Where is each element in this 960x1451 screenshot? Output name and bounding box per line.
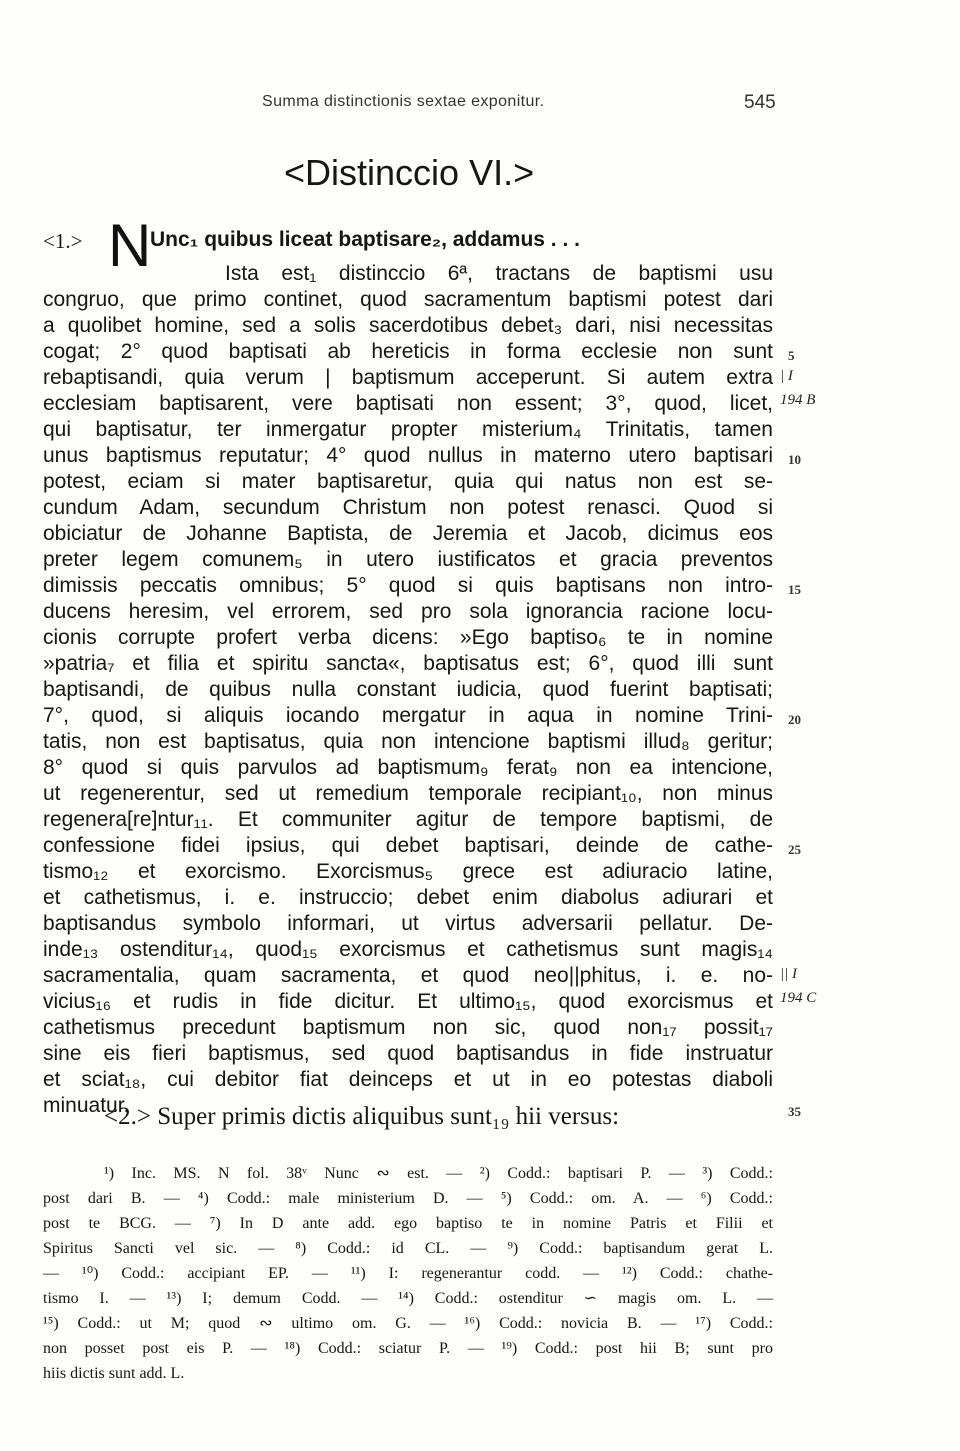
body-line: cogat; 2° quod baptisati ab hereticis in forma ecclesie non sunt bbox=[43, 340, 773, 363]
footnote-line: hiis dictis sunt add. L. bbox=[43, 1365, 185, 1382]
body-line: dimissis peccatis omnibus; 5° quod si quis baptisans non intro- bbox=[43, 574, 773, 597]
section-label-2: <2.> bbox=[104, 1103, 151, 1130]
footnote-line: Spiritus Sancti vel sic. — ⁸) Codd.: id CL. — ⁹) Codd.: baptisandum gerat L. bbox=[43, 1240, 773, 1257]
body-line: preter legem comunem₅ in utero iustificatos et gracia preventos bbox=[43, 548, 773, 571]
body-line: potest, eciam si mater baptisaretur, quia qui natus non est se- bbox=[43, 470, 773, 493]
body-line: baptisandi, de quibus nulla constant iudicia, quod fuerint baptisati; bbox=[43, 678, 773, 701]
body-line: ut regenerentur, sed ut remedium temporale recipiant₁₀, non minus bbox=[43, 782, 773, 805]
line-number: 25 bbox=[788, 842, 801, 857]
running-header-title: Summa distinctionis sextae exponitur. bbox=[262, 93, 545, 110]
body-line: »patria₇ et filia et spiritu sancta«, baptisatus est; 6°, quod illi sunt bbox=[43, 652, 773, 675]
footnote-line: tismo I. — ¹³) I; demum Codd. — ¹⁴) Codd.: ostenditur ∽ magis om. L. — bbox=[43, 1290, 773, 1307]
footnote-line: post dari B. — ⁴) Codd.: male ministerium D. — ⁵) Codd.: om. A. — ⁶) Codd.: bbox=[43, 1190, 773, 1207]
body-line: baptisandus symbolo informari, ut virtus adversarii pellatur. De- bbox=[43, 912, 773, 935]
line-number: 20 bbox=[788, 712, 801, 727]
body-line: vicius₁₆ et rudis in fide dicitur. Et ultimo₁₅, quod exorcismus et bbox=[43, 990, 773, 1013]
body-line: congruo, que primo continet, quod sacramentum baptismi potest dari bbox=[43, 288, 773, 311]
body-line: a quolibet homine, sed a solis sacerdotibus debet₃ dari, nisi necessitas bbox=[43, 314, 773, 337]
line-number: 35 bbox=[788, 1104, 801, 1119]
body-line: qui baptisatur, ter inmergatur propter misterium₄ Trinitatis, tamen bbox=[43, 418, 773, 441]
page-number: 545 bbox=[744, 92, 776, 113]
footnote-line: post te BCG. — ⁷) In D ante add. ego baptiso te in nomine Patris et Filii et bbox=[43, 1215, 773, 1232]
section-2-heading bbox=[104, 1103, 619, 1131]
body-line: et sciat₁₈, cui debitor fiat deinceps et ut in eo potestas diaboli bbox=[43, 1068, 773, 1091]
body-line: Ista est₁ distinccio 6ª, tractans de baptismi usu bbox=[225, 262, 773, 285]
body-line: 7°, quod, si aliquis iocando mergatur in aqua in nomine Trini- bbox=[43, 704, 773, 727]
margin-note: | I bbox=[780, 368, 793, 384]
body-line: minuatur. bbox=[43, 1094, 130, 1117]
chapter-title: <Distinccio VI.> bbox=[284, 152, 535, 193]
body-line: ducens heresim, vel errorem, sed pro sola ignorancia racione locu- bbox=[43, 600, 773, 623]
body-line: sine eis fieri baptismus, sed quod baptisandus in fide instruatur bbox=[43, 1042, 773, 1065]
body-line: cathetismus precedunt baptismum non sic, quod non₁₇ possit₁₇ bbox=[43, 1016, 773, 1039]
margin-note: 194 C bbox=[780, 990, 817, 1006]
line-number: 15 bbox=[788, 582, 801, 597]
footnote-line: non posset post eis P. — ¹⁸) Codd.: sciatur P. — ¹⁹) Codd.: post hii B; sunt pro bbox=[43, 1340, 773, 1357]
body-line: 8° quod si quis parvulos ad baptismum₉ ferat₉ non ea intencione, bbox=[43, 756, 773, 779]
footnote-line: ¹⁵) Codd.: ut M; quod ∾ ultimo om. G. — ¹⁶) Codd.: novicia B. — ¹⁷) Codd.: bbox=[43, 1315, 773, 1332]
line-number: 10 bbox=[788, 452, 801, 467]
footnote-line: — ¹⁰) Codd.: accipiant EP. — ¹¹) I: regenerantur codd. — ¹²) Codd.: chathe- bbox=[43, 1265, 773, 1282]
body-line: confessione fidei ipsius, qui debet baptisari, deinde de cathe- bbox=[43, 834, 773, 857]
body-line: cundum Adam, secundum Christum non potest renasci. Quod si bbox=[43, 496, 773, 519]
drop-cap: N bbox=[108, 212, 152, 279]
body-line: regenera[re]ntur₁₁. Et communiter agitur de tempore baptismi, de bbox=[43, 808, 773, 831]
body-line: tismo₁₂ et exorcismo. Exorcismus₅ grece est adiuracio latine, bbox=[43, 860, 773, 883]
body-line: rebaptisandi, quia verum | baptismum acceperunt. Si autem extra bbox=[43, 366, 773, 389]
body-line: ecclesiam baptisarent, vere baptisati non essent; 3°, quod, licet, bbox=[43, 392, 773, 415]
body-line: tatis, non est baptisatus, quia non intencione baptismi illud₈ geritur; bbox=[43, 730, 773, 753]
section-label-1: <1.> bbox=[43, 229, 83, 253]
body-line: obiciatur de Johanne Baptista, de Jeremia et Jacob, dicimus eos bbox=[43, 522, 773, 545]
body-line: inde₁₃ ostenditur₁₄, quod₁₅ exorcismus et cathetismus sunt magis₁₄ bbox=[43, 938, 773, 961]
section-2-text: Super primis dictis aliquibus sunt₁₉ hii versus: bbox=[157, 1103, 620, 1130]
body-line: et cathetismus, i. e. instruccio; debet enim diabolus adiurari et bbox=[43, 886, 773, 909]
margin-note: || I bbox=[780, 966, 797, 982]
footnote-line: ¹) Inc. MS. N fol. 38ᵛ Nunc ∾ est. — ²) Codd.: baptisari P. — ³) Codd.: bbox=[104, 1165, 773, 1182]
body-line: cionis corrupte profert verba dicens: »Ego baptiso₆ te in nomine bbox=[43, 626, 773, 649]
body-line: unus baptismus reputatur; 4° quod nullus in materno utero baptisari bbox=[43, 444, 773, 467]
opening-line: Unc₁ quibus liceat baptisare₂, addamus . . . bbox=[150, 228, 580, 251]
line-number: 5 bbox=[788, 348, 795, 363]
margin-note: 194 B bbox=[780, 392, 816, 408]
body-line: sacramentalia, quam sacramenta, et quod neo||phitus, i. e. no- bbox=[43, 964, 773, 987]
